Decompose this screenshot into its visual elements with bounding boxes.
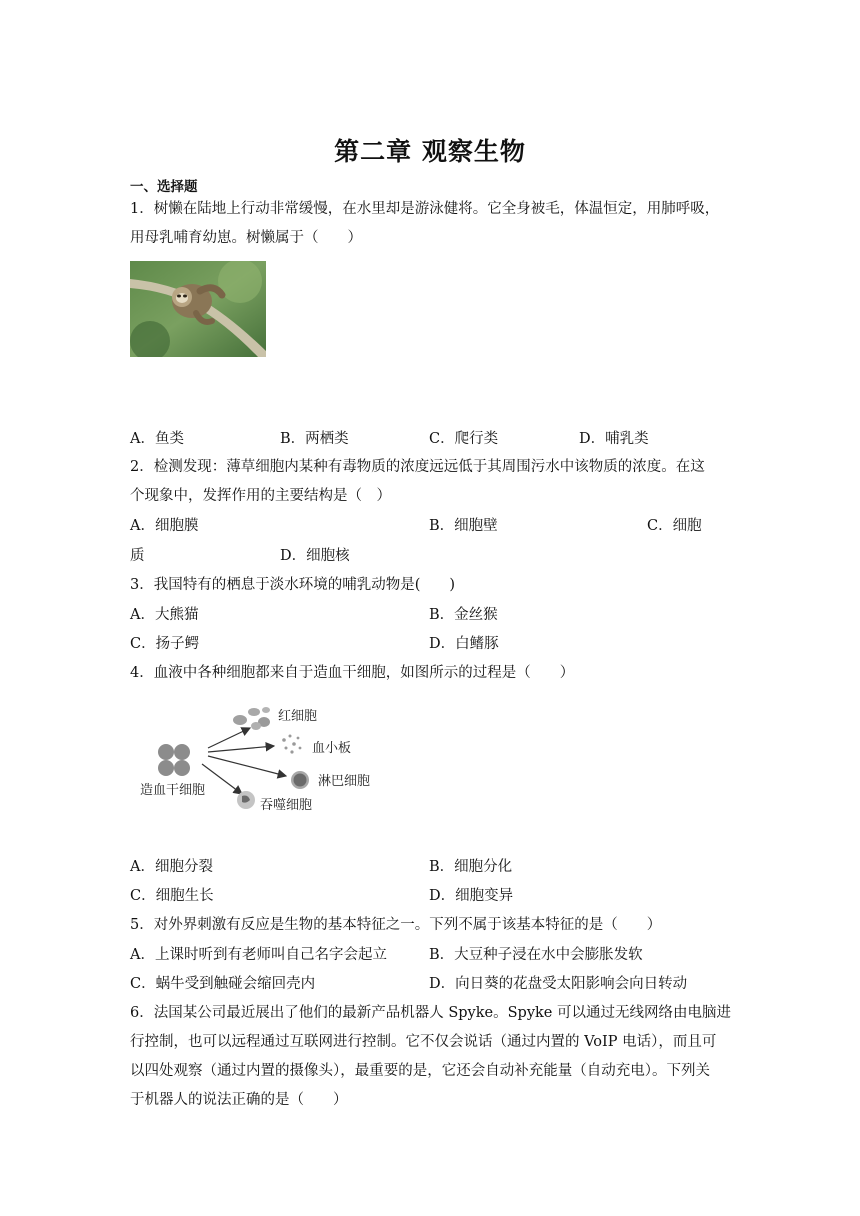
q5-option-a[interactable]: A．上课时听到有老师叫自己名字会起立 bbox=[130, 947, 387, 963]
q3-option-b[interactable]: B．金丝猴 bbox=[429, 607, 498, 623]
q5-option-b[interactable]: B．大豆种子浸在水中会膨胀发软 bbox=[429, 947, 643, 963]
question-6-text-cont-1: 行控制，也可以远程通过互联网进行控制。它不仅会说话（通过内置的 VoIP 电话），而且可 bbox=[130, 1034, 717, 1050]
sloth-image bbox=[130, 261, 266, 357]
question-3-text: 3．我国特有的栖息于淡水环境的哺乳动物是( ) bbox=[130, 577, 456, 593]
blood-cell-diagram bbox=[132, 700, 377, 818]
q1-option-d[interactable]: D．哺乳类 bbox=[579, 431, 649, 447]
q2-option-a[interactable]: A．细胞膜 bbox=[130, 518, 199, 534]
q2-option-b[interactable]: B．细胞壁 bbox=[429, 518, 498, 534]
question-4-text: 4．血液中各种细胞都来自于造血干细胞，如图所示的过程是（ ） bbox=[130, 665, 575, 681]
question-5-text: 5．对外界刺激有反应是生物的基本特征之一。下列不属于该基本特征的是（ ） bbox=[130, 917, 662, 933]
q5-option-d[interactable]: D．向日葵的花盘受太阳影响会向日转动 bbox=[429, 976, 688, 992]
question-1-text-cont: 用母乳哺育幼崽。树懒属于（ ） bbox=[130, 230, 362, 246]
question-1-text: 1．树懒在陆地上行动非常缓慢，在水里却是游泳健将。它全身被毛，体温恒定，用肺呼吸， bbox=[130, 201, 720, 217]
label-phagocyte: 吞噬细胞 bbox=[260, 798, 313, 813]
question-6-text-cont-3: 于机器人的说法正确的是（ ） bbox=[130, 1092, 348, 1108]
label-platelet: 血小板 bbox=[312, 741, 352, 756]
page-title: 第二章 观察生物 bbox=[334, 137, 526, 166]
q2-option-c[interactable]: C．细胞 bbox=[647, 518, 702, 534]
label-red-cell: 红细胞 bbox=[278, 709, 318, 724]
q1-option-b[interactable]: B．两栖类 bbox=[280, 431, 349, 447]
label-lymphocyte: 淋巴细胞 bbox=[318, 774, 371, 789]
q2-option-d[interactable]: D．细胞核 bbox=[280, 548, 350, 564]
q4-option-c[interactable]: C．细胞生长 bbox=[130, 888, 214, 904]
question-2-text-cont: 个现象中，发挥作用的主要结构是（ ） bbox=[130, 488, 391, 504]
platelets-shape bbox=[282, 735, 301, 754]
q3-option-c[interactable]: C．扬子鳄 bbox=[130, 636, 200, 652]
stem-cell-shape bbox=[158, 744, 190, 776]
question-2-text: 2．检测发现：薄草细胞内某种有毒物质的浓度远远低于其周围污水中该物质的浓度。在这 bbox=[130, 459, 705, 475]
label-stem-cell: 造血干细胞 bbox=[140, 783, 206, 798]
q5-option-c[interactable]: C．蜗牛受到触碰会缩回壳内 bbox=[130, 976, 316, 992]
q4-option-d[interactable]: D．细胞变异 bbox=[429, 888, 514, 904]
section-heading: 一、选择题 bbox=[130, 179, 198, 195]
q4-option-a[interactable]: A．细胞分裂 bbox=[130, 859, 213, 875]
question-6-text-cont-2: 以四处观察（通过内置的摄像头），最重要的是，它还会自动补充能量（自动充电）。下列关 bbox=[130, 1063, 710, 1079]
q1-option-a[interactable]: A．鱼类 bbox=[130, 431, 184, 447]
q1-option-c[interactable]: C．爬行类 bbox=[429, 431, 499, 447]
q2-option-c-wrap: 质 bbox=[130, 548, 145, 564]
q3-option-a[interactable]: A．大熊猫 bbox=[130, 607, 199, 623]
q4-option-b[interactable]: B．细胞分化 bbox=[429, 859, 513, 875]
q3-option-d[interactable]: D．白鳍豚 bbox=[429, 636, 499, 652]
red-cells-shape bbox=[233, 707, 270, 730]
question-6-text: 6．法国某公司最近展出了他们的最新产品机器人 Spyke。Spyke 可以通过无线网络由电脑进 bbox=[130, 1005, 731, 1021]
